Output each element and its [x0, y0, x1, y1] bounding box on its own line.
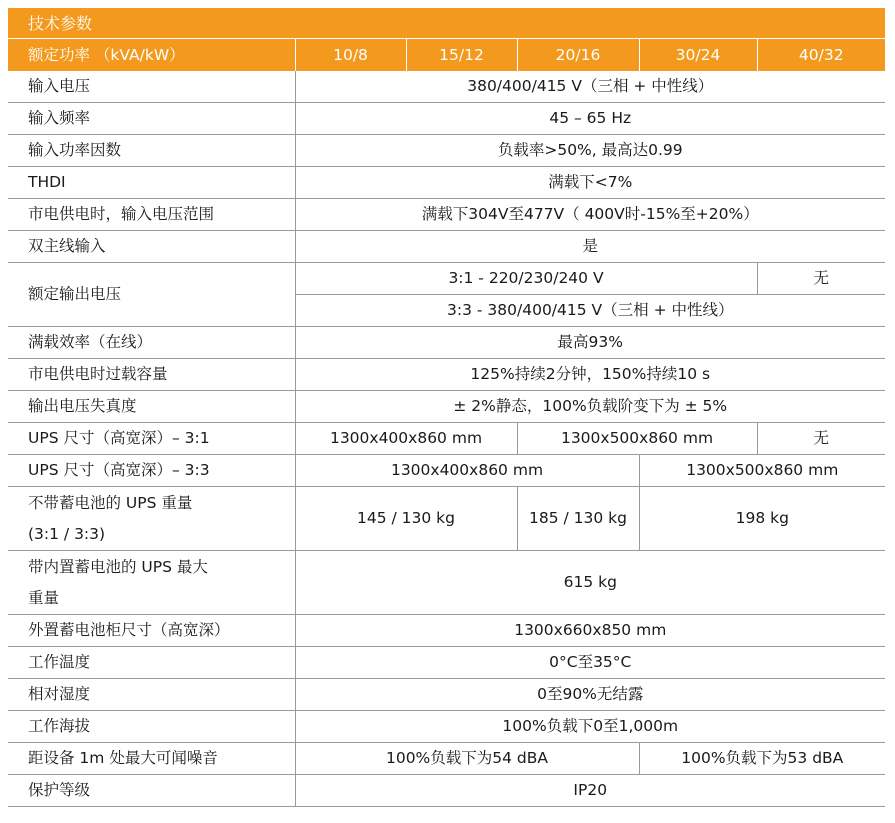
table-row	[8, 551, 885, 615]
row-value: 3:1 - 220/230/240 V	[295, 263, 757, 295]
table-row	[8, 615, 885, 647]
row-value: 1300x660x850 mm	[295, 615, 885, 647]
table-row	[8, 487, 885, 551]
row-value: 198 kg	[639, 487, 885, 551]
table-row	[8, 775, 885, 807]
row-value: 185 / 130 kg	[517, 487, 639, 551]
table-row	[8, 231, 885, 263]
row-value: 无	[757, 263, 885, 295]
row-value: 负载率>50%, 最高达0.99	[295, 135, 885, 167]
row-value: 满载下304V至477V（ 400V时-15%至+20%）	[295, 199, 885, 231]
rating-header-row	[8, 39, 885, 72]
row-label: 市电供电时，输入电压范围	[8, 199, 295, 231]
table-row	[8, 359, 885, 391]
row-value: 125%持续2分钟，150%持续10 s	[295, 359, 885, 391]
table-row	[8, 327, 885, 359]
table-row	[8, 135, 885, 167]
table-row	[8, 711, 885, 743]
row-value: 3:3 - 380/400/415 V（三相 + 中性线）	[295, 295, 885, 327]
row-label: 工作温度	[8, 647, 295, 679]
row-label: 市电供电时过载容量	[8, 359, 295, 391]
row-value: 1300x400x860 mm	[295, 423, 517, 455]
spec-table	[8, 8, 885, 807]
row-value: 1300x500x860 mm	[639, 455, 885, 487]
table-row	[8, 455, 885, 487]
row-value: 最高93%	[295, 327, 885, 359]
row-label: 工作海拔	[8, 711, 295, 743]
row-label: 满载效率（在线）	[8, 327, 295, 359]
table-row	[8, 679, 885, 711]
row-value: IP20	[295, 775, 885, 807]
row-label: 输入电压	[8, 71, 295, 103]
row-label: 输入频率	[8, 103, 295, 135]
table-row	[8, 423, 885, 455]
row-label: 保护等级	[8, 775, 295, 807]
table-row	[8, 743, 885, 775]
table-row	[8, 199, 885, 231]
rating-10-8: 10/8	[295, 39, 406, 72]
row-value: 615 kg	[295, 551, 885, 615]
row-label-line: 不带蓄电池的 UPS 重量	[28, 493, 193, 512]
rating-20-16: 20/16	[517, 39, 639, 72]
rating-40-32: 40/32	[757, 39, 885, 72]
table-row	[8, 391, 885, 423]
row-value: ± 2%静态，100%负载阶变下为 ± 5%	[295, 391, 885, 423]
row-label: UPS 尺寸（高宽深）– 3:1	[8, 423, 295, 455]
row-value: 45 – 65 Hz	[295, 103, 885, 135]
row-value: 1300x400x860 mm	[295, 455, 639, 487]
row-label: 双主线输入	[8, 231, 295, 263]
row-value: 0至90%无结露	[295, 679, 885, 711]
row-label-line: 带内置蓄电池的 UPS 最大	[28, 557, 208, 576]
row-label	[8, 487, 295, 551]
row-label: 距设备 1m 处最大可闻噪音	[8, 743, 295, 775]
row-value: 无	[757, 423, 885, 455]
row-value: 0°C至35°C	[295, 647, 885, 679]
row-label: 额定输出电压	[8, 263, 295, 327]
row-label: 输出电压失真度	[8, 391, 295, 423]
row-value: 是	[295, 231, 885, 263]
row-value: 380/400/415 V（三相 + 中性线）	[295, 71, 885, 103]
table-row	[8, 71, 885, 103]
rating-15-12: 15/12	[406, 39, 517, 72]
row-label: 相对湿度	[8, 679, 295, 711]
row-label: 外置蓄电池柜尺寸（高宽深）	[8, 615, 295, 647]
row-label-line: 重量	[28, 588, 60, 607]
table-title: 技术参数	[8, 8, 885, 39]
row-label: 输入功率因数	[8, 135, 295, 167]
row-value: 满载下<7%	[295, 167, 885, 199]
rating-30-24: 30/24	[639, 39, 757, 72]
row-value: 100%负载下为54 dBA	[295, 743, 639, 775]
row-value: 145 / 130 kg	[295, 487, 517, 551]
table-row	[8, 103, 885, 135]
rating-header-label: 额定功率 （kVA/kW）	[8, 39, 295, 72]
row-label-line: (3:1 / 3:3)	[28, 524, 106, 543]
table-row	[8, 647, 885, 679]
table-row	[8, 263, 885, 295]
row-label: UPS 尺寸（高宽深）– 3:3	[8, 455, 295, 487]
row-value: 100%负载下为53 dBA	[639, 743, 885, 775]
row-value: 100%负载下0至1,000m	[295, 711, 885, 743]
row-value: 1300x500x860 mm	[517, 423, 757, 455]
row-label: THDI	[8, 167, 295, 199]
table-row	[8, 167, 885, 199]
row-label	[8, 551, 295, 615]
